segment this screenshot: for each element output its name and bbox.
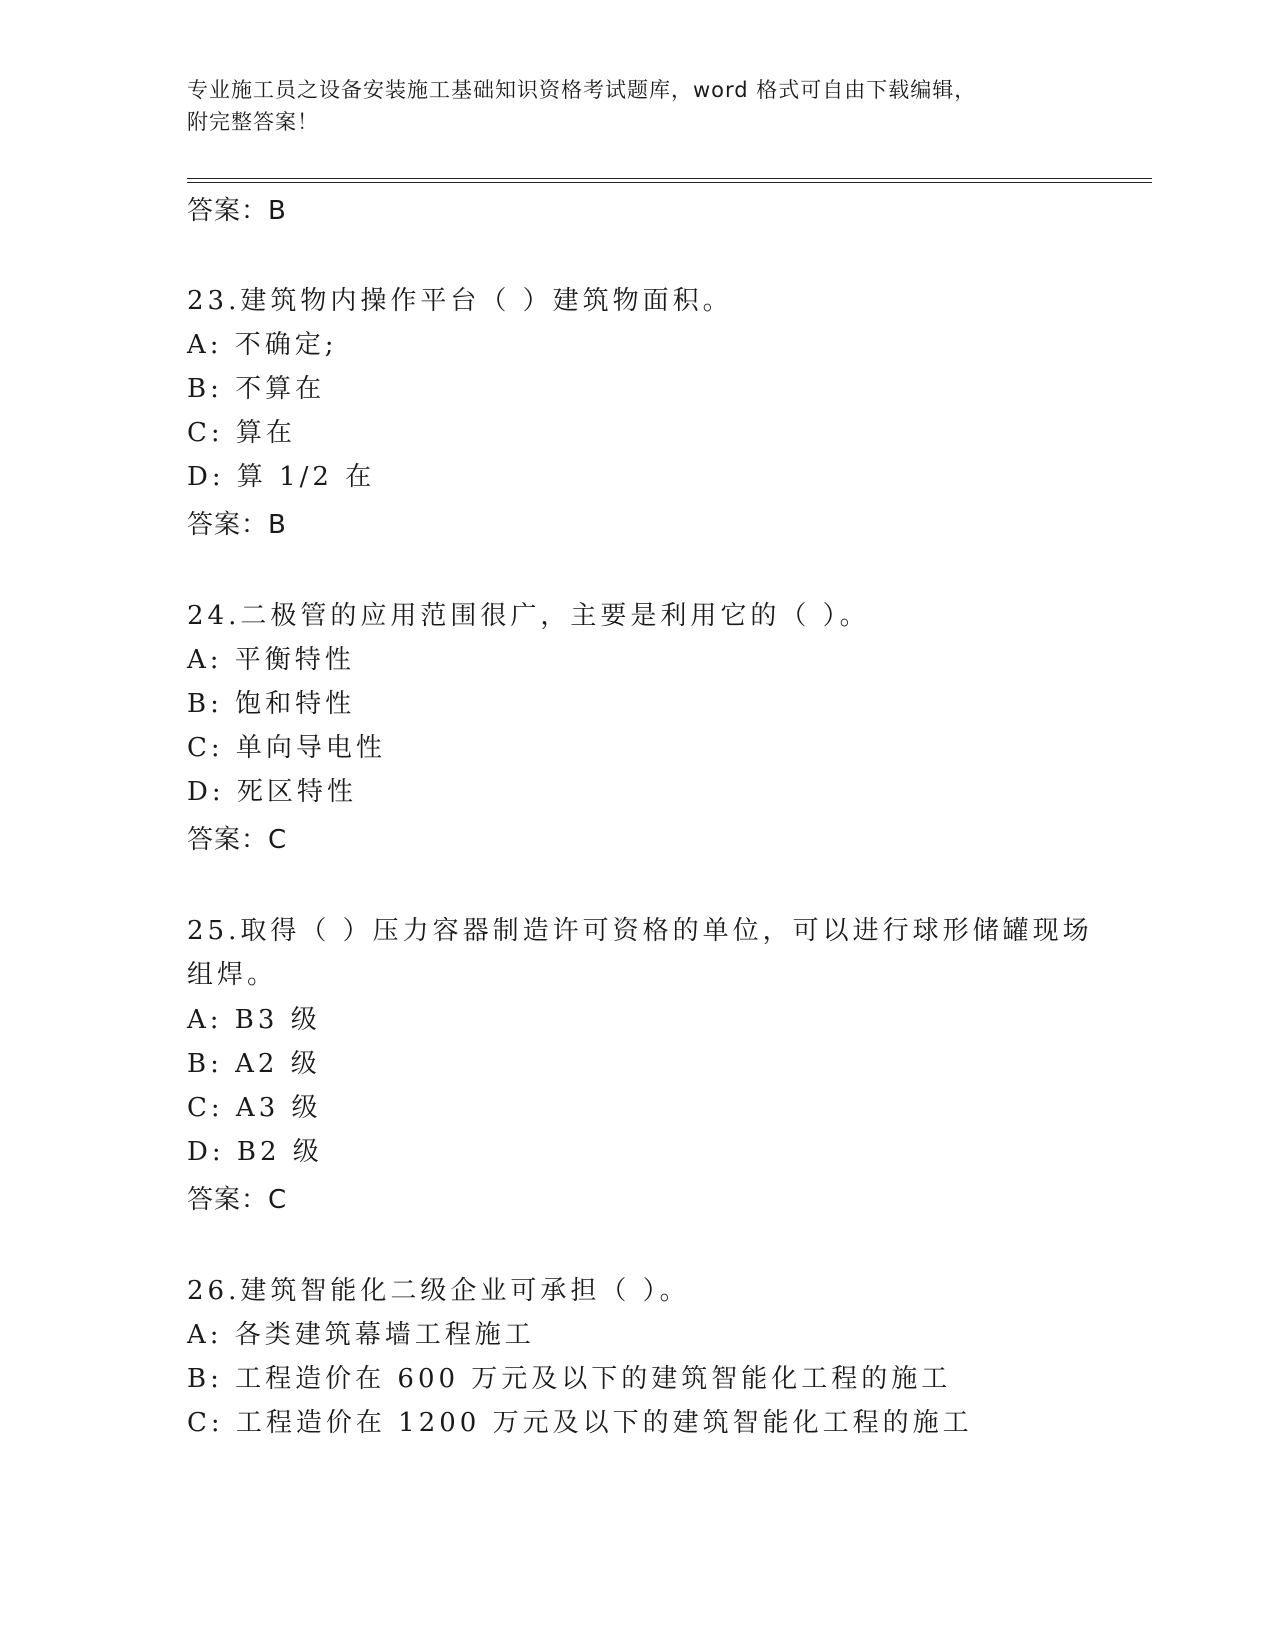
question-25-line-1: 25.取得（ ）压力容器制造许可资格的单位，可以进行球形储罐现场: [187, 916, 1093, 946]
header-line-1: 专业施工员之设备安装施工基础知识资格考试题库，word 格式可自由下载编辑，: [187, 78, 977, 102]
q24-option-b: B: 饱和特性: [187, 689, 356, 719]
q23-option-d: D: 算 1/2 在: [187, 462, 376, 492]
question-25-line-2: 组焊。: [187, 960, 278, 990]
question-23: 23.建筑物内操作平台（ ）建筑物面积。: [187, 286, 733, 316]
header-line-2: 附完整答案！: [187, 110, 319, 134]
q25-option-c: C: A3 级: [187, 1093, 322, 1123]
q24-option-d: D: 死区特性: [187, 777, 357, 807]
answer-previous: 答案：B: [187, 196, 287, 226]
q23-option-c: C: 算在: [187, 418, 296, 448]
question-26: 26.建筑智能化二级企业可承担（ ）。: [187, 1276, 690, 1306]
q26-option-c: C: 工程造价在 1200 万元及以下的建筑智能化工程的施工: [187, 1408, 973, 1438]
q25-option-d: D: B2 级: [187, 1137, 323, 1167]
question-24: 24.二极管的应用范围很广，主要是利用它的（ ）。: [187, 601, 870, 631]
q24-answer: 答案：C: [187, 825, 288, 855]
q23-option-a: A: 不确定;: [187, 330, 338, 360]
q26-option-b: B: 工程造价在 600 万元及以下的建筑智能化工程的施工: [187, 1364, 952, 1394]
q23-option-b: B: 不算在: [187, 374, 326, 404]
header-divider: [187, 178, 1152, 183]
q26-option-a: A: 各类建筑幕墙工程施工: [187, 1320, 535, 1350]
q25-option-b: B: A2 级: [187, 1049, 321, 1079]
q23-answer: 答案：B: [187, 510, 287, 540]
document-header: [187, 74, 1087, 138]
q24-option-c: C: 单向导电性: [187, 733, 386, 763]
q25-answer: 答案：C: [187, 1185, 288, 1215]
q24-option-a: A: 平衡特性: [187, 645, 355, 675]
q25-option-a: A: B3 级: [187, 1005, 321, 1035]
